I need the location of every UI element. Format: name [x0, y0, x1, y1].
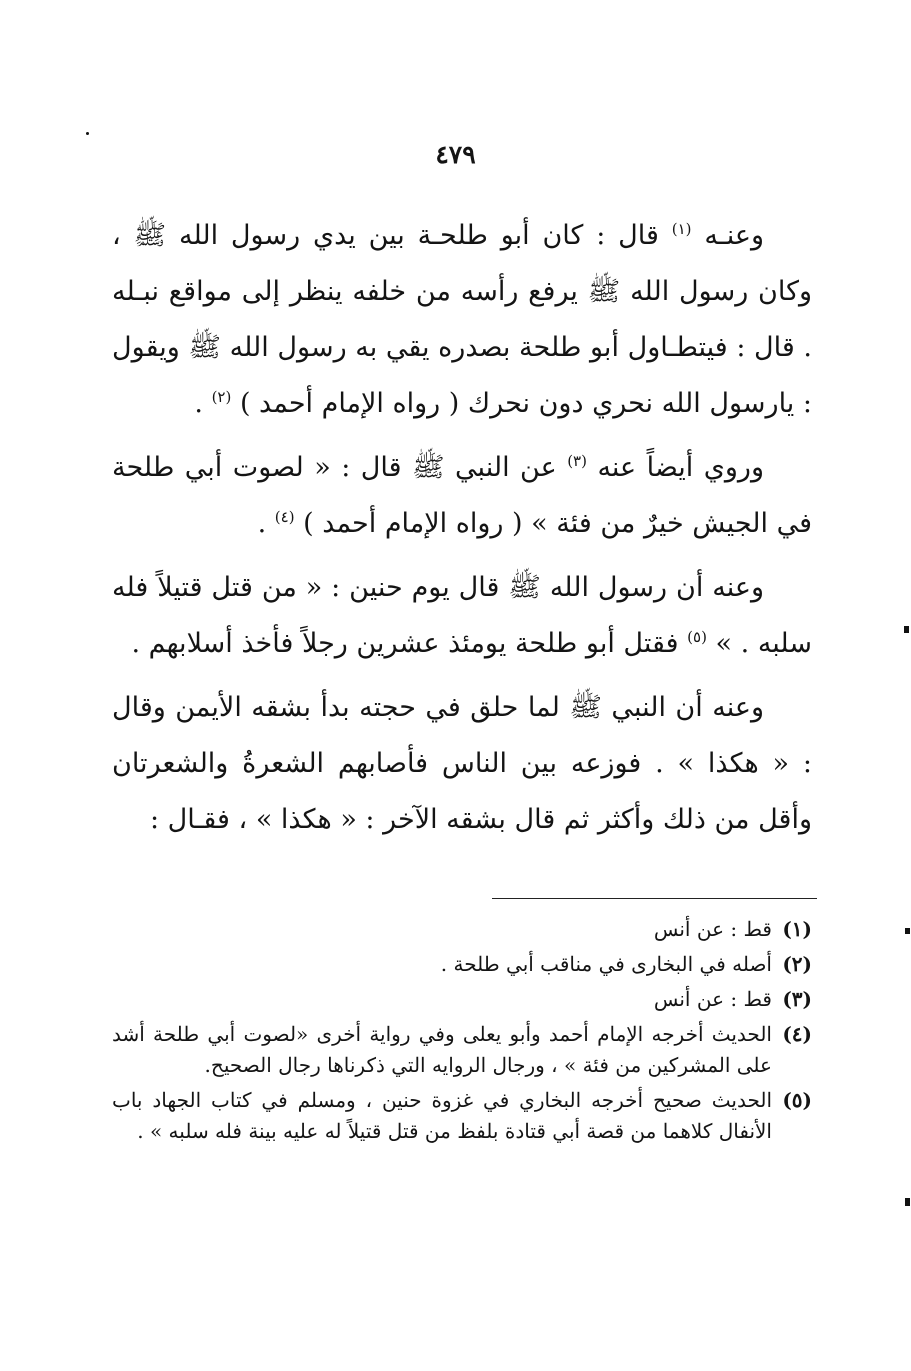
- main-text: [112, 208, 812, 856]
- page-number: ٤٧٩: [435, 140, 476, 169]
- footnote-ref-3: (٣): [567, 452, 587, 470]
- paragraph-1: [112, 208, 812, 432]
- footnote-text: قط : عن أنس: [653, 987, 772, 1011]
- footnote-number: (٢): [782, 952, 812, 976]
- footnote-5: [112, 1085, 812, 1147]
- paragraph-2: [112, 440, 812, 552]
- footnote-text: الحديث صحيح أخرجه البخاري في غزوة حنين ، ومسلم في كتاب الجهاد باب الأنفال كلاهما من قصة أبي قتادة بلفظ من قتل قتيلاً له عليه بينة فله سلبه » .: [112, 1088, 772, 1143]
- footnote-1: [112, 914, 812, 945]
- footnote-ref-1: (١): [671, 220, 692, 238]
- footnote-number: (٣): [782, 987, 812, 1011]
- footnote-2: [112, 949, 812, 980]
- paragraph-1-text-c: .: [194, 388, 203, 419]
- footnote-text: أصله في البخارى في مناقب أبي طلحة .: [440, 952, 772, 976]
- scan-speck: [905, 1198, 910, 1206]
- paragraph-3-text-b: فقتل أبو طلحة يومئذ عشرين رجلاً فأخذ أسلابهم .: [131, 628, 679, 659]
- paragraph-2-text-b: عن النبي ﷺ قال : « لصوت أبي طلحة في الجيش خيرٌ من فئة » ( رواه الإمام أحمد ): [112, 452, 812, 539]
- scan-speck: [905, 928, 910, 934]
- paragraph-3: [112, 560, 812, 672]
- footnote-text: الحديث أخرجه الإمام أحمد وأبو يعلى وفي رواية أخرى «لصوت أبي طلحة أشد على المشركين من فئة » ، ورجال الروايه التي ذكرناها رجال الصحيح.: [112, 1022, 772, 1077]
- footnote-separator: [492, 898, 817, 899]
- footnote-text: قط : عن أنس: [653, 917, 772, 941]
- footnotes: [112, 914, 812, 1151]
- paragraph-2-text-c: .: [257, 508, 267, 539]
- paragraph-4-text: وعنه أن النبي ﷺ لما حلق في حجته بدأ بشقه الأيمن وقال : « هكذا » . فوزعه بين الناس فأصابهم الشعرةُ والشعرتان وأقل من ذلك وأكثر ثم قال بشقه الآخر : « هكذا » ، فقـال :: [112, 692, 812, 835]
- paragraph-1-text-a: وعنـه: [704, 220, 764, 251]
- footnote-ref-4: (٤): [274, 508, 295, 526]
- scan-speck: [86, 132, 89, 135]
- paragraph-3-text-a: وعنه أن رسول الله ﷺ قال يوم حنين : « من قتل قتيلاً فله سلبه . »: [112, 572, 812, 659]
- scan-speck: [904, 626, 909, 633]
- paragraph-1-text-b: قال : كان أبو طلحـة بين يدي رسول الله ﷺ ، وكان رسول الله ﷺ يرفع رأسه من خلفه ينظر إلى مواقع نبـله . قال : فيتطـاول أبو طلحة بصدره يقي به رسول الله ﷺ ويقول : يارسول الله نحري دون نحرك ( رواه الإمام أحمد ): [112, 220, 812, 419]
- paragraph-4: [112, 680, 812, 848]
- footnote-ref-5: (٥): [687, 628, 707, 646]
- footnote-ref-2: (٢): [211, 388, 232, 406]
- footnote-3: [112, 984, 812, 1015]
- footnote-number: (٤): [782, 1022, 812, 1046]
- paragraph-2-text-a: وروي أيضاً عنه: [597, 452, 764, 483]
- footnote-4: [112, 1019, 812, 1081]
- footnote-number: (٥): [782, 1088, 812, 1112]
- footnote-number: (١): [782, 917, 812, 941]
